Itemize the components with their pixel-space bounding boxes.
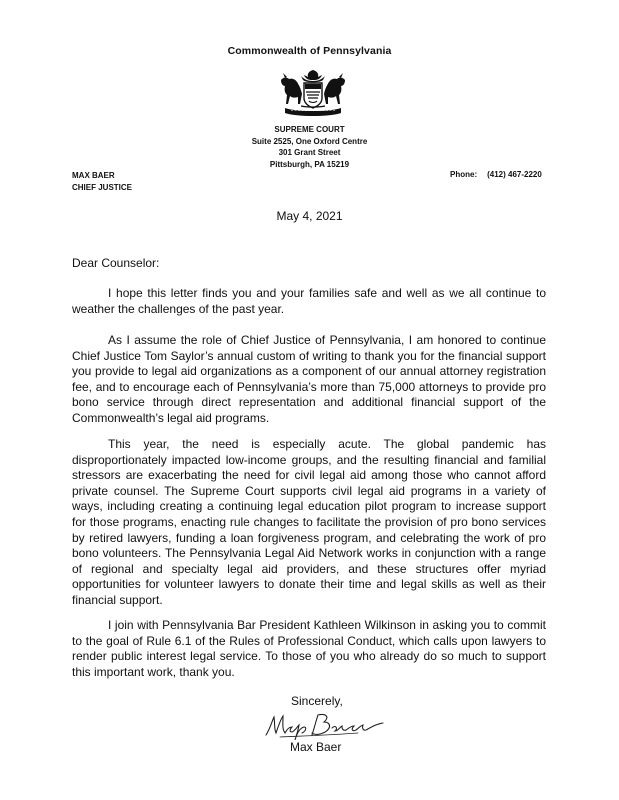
body-paragraph: I hope this letter finds you and your families safe and well as we all continue to weather the challenges of the past year. — [72, 286, 546, 316]
closing: Sincerely, — [291, 694, 343, 708]
letterhead-state: Commonwealth of Pennsylvania — [227, 45, 392, 57]
phone-block — [450, 170, 542, 179]
court-address — [0, 124, 619, 170]
sender-name: MAX BAER — [72, 171, 115, 180]
address-line: Suite 2525, One Oxford Centre — [251, 136, 368, 146]
pennsylvania-seal-icon — [271, 68, 355, 118]
address-line: 301 Grant Street — [278, 148, 341, 158]
court-name: SUPREME COURT — [274, 125, 345, 134]
signature-icon — [262, 709, 387, 741]
address-line: Pittsburgh, PA 15219 — [269, 159, 350, 169]
body-paragraph: I join with Pennsylvania Bar President Kathleen Wilkinson in asking you to commit to the goal of Rule 6.1 of the Rules of Professional Conduct, which calls upon lawyers to render public interest legal service. To those of you who already do so much to support this important work, thank you. — [72, 618, 546, 679]
phone-label: Phone: — [450, 170, 478, 179]
letter-date: May 4, 2021 — [276, 209, 343, 223]
sender-block — [72, 170, 132, 194]
sender-title: CHIEF JUSTICE — [72, 183, 133, 192]
phone-number: (412) 467-2220 — [487, 170, 542, 179]
salutation: Dear Counselor: — [72, 256, 160, 270]
signer-name: Max Baer — [290, 740, 342, 754]
body-paragraph: This year, the need is especially acute. The global pandemic has disproportionately impacted low-income groups, and the resulting financial and familial stressors are exacerbating the need for civil legal aid among those who cannot afford private counsel. The Supreme Court supports civil legal aid programs in a variety of ways, including creating a continuing legal education pilot program to increase support for those programs, enacting rule changes to facilitate the provision of pro bono services by retired lawyers, funding a loan forgiveness program, and celebrating the work of pro bono volunteers. The Pennsylvania Legal Aid Network works in conjunction with a range of regional and specialty legal aid providers, and these structures offer myriad opportunities for volunteer lawyers to donate their time and legal skills as well as their financial support. — [72, 437, 546, 607]
body-paragraph: As I assume the role of Chief Justice of Pennsylvania, I am honored to continue Chief Justice Tom Saylor’s annual custom of writing to thank you for the financial support you provide to legal aid organizations as a component of our annual attorney registration fee, and to encourage each of Pennsylvania’s more than 75,000 attorneys to provide pro bono service through direct representation and additional financial support of the Commonwealth’s legal aid programs. — [72, 333, 546, 425]
